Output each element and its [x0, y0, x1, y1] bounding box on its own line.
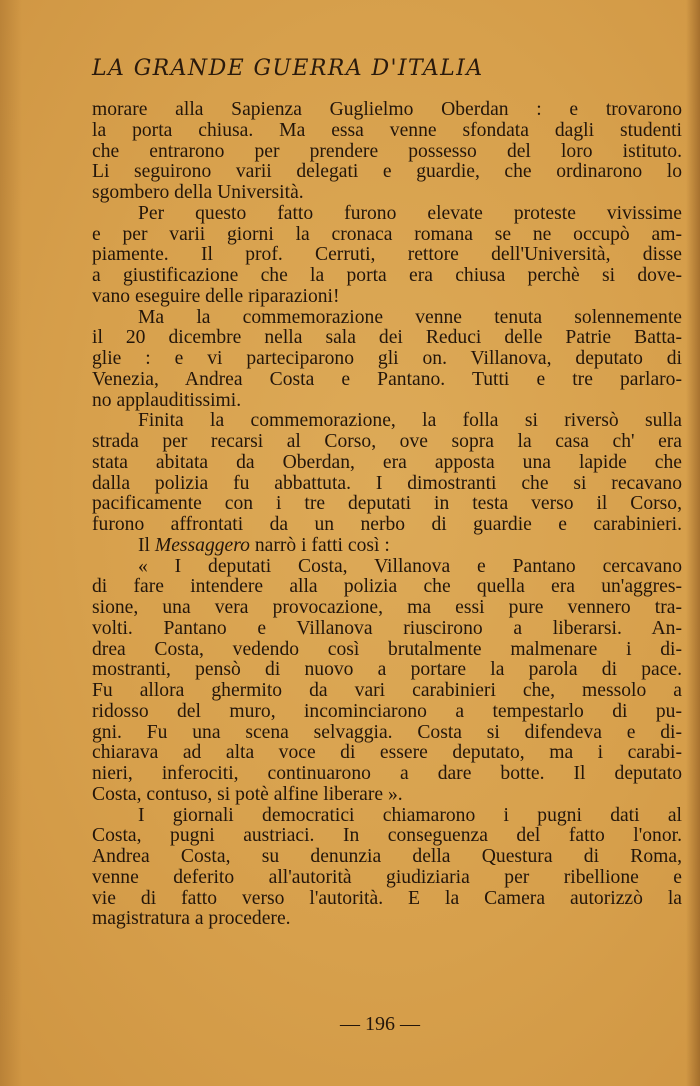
text-line: Finita la commemorazione, la folla si riversò sulla — [138, 411, 682, 432]
text-line: vie di fatto verso l'autorità. E la Camera autorizzò la — [92, 888, 682, 909]
text-line: Ma la commemorazione venne tenuta solennemente — [138, 307, 682, 328]
text-line: sgombero della Università. — [92, 183, 304, 203]
text-line: mostranti, pensò di nuovo a portare la parola di pace. — [92, 660, 682, 681]
text-line: venne deferito all'autorità giudiziaria per ribellione e — [92, 867, 682, 888]
text-line: glie : e vi parteciparono gli on. Villanova, deputato di — [92, 349, 682, 369]
newspaper-title: Messaggero — [154, 535, 250, 556]
text-line: che entrarono per prendere possesso del loro istituto. — [92, 141, 682, 162]
text-line: dalla polizia fu abbattuta. I dimostranti che si recavano — [92, 473, 682, 494]
text-fragment: narrò i fatti così : — [249, 535, 390, 556]
text-line: pacificamente con i tre deputati in testa verso il Corso, — [92, 494, 682, 515]
text-line: ridosso del muro, incominciarono a tempestarlo di pu- — [92, 701, 682, 722]
text-line: vano eseguire delle riparazioni! — [92, 286, 340, 307]
text-line: drea Costa, vedendo così brutalmente malmenare i di- — [92, 639, 682, 660]
text-line: Li seguirono varii delegati e guardie, che ordinarono lo — [92, 162, 682, 183]
text-line: il 20 dicembre nella sala dei Reduci delle Patrie Batta- — [92, 328, 682, 349]
text-line: Costa, pugni austriaci. In conseguenza del fatto l'onor. — [92, 826, 682, 847]
text-line: nieri, inferociti, continuarono a dare botte. Il deputato — [92, 764, 682, 784]
text-line: no applauditissimi. — [92, 390, 242, 411]
text-line: morare alla Sapienza Guglielmo Oberdan : e trovarono — [92, 100, 682, 120]
text-line: piamente. Il prof. Cerruti, rettore dell'Università, disse — [92, 245, 682, 266]
text-line: « I deputati Costa, Villanova e Pantano cercavano — [138, 556, 682, 577]
text-line: chiarava ad alta voce di essere deputato, ma i carabi- — [92, 743, 682, 764]
text-line: sione, una vera provocazione, ma essi pure vennero tra- — [92, 598, 682, 618]
page-number: — 196 — — [340, 1013, 420, 1035]
text-line: strada per recarsi al Corso, ove sopra la casa ch' era — [92, 432, 682, 452]
body-text — [92, 100, 682, 930]
text-line: Fu allora ghermito da vari carabinieri che, messolo a — [92, 681, 682, 701]
text-line: stata abitata da Oberdan, era apposta una lapide che — [92, 452, 682, 473]
running-head: LA GRANDE GUERRA D'ITALIA — [92, 56, 484, 81]
text-fragment: Il — [138, 535, 155, 556]
text-line: e per varii giorni la cronaca romana se ne occupò am- — [92, 224, 682, 245]
text-line — [92, 536, 682, 557]
text-line: di fare intendere alla polizia che quella era un'aggres- — [92, 577, 682, 598]
text-line: volti. Pantano e Villanova riuscirono a liberarsi. An- — [92, 618, 682, 639]
text-line: Costa, contuso, si potè alfine liberare ». — [92, 784, 403, 805]
text-line: Per questo fatto furono elevate proteste vivissime — [138, 203, 682, 224]
text-line: a giustificazione che la porta era chiusa perchè si dove- — [92, 266, 682, 286]
text-line: gni. Fu una scena selvaggia. Costa si difendeva e di- — [92, 722, 682, 743]
text-line: la porta chiusa. Ma essa venne sfondata dagli studenti — [92, 120, 682, 141]
text-line: I giornali democratici chiamarono i pugni dati al — [138, 805, 682, 826]
text-line: magistratura a procedere. — [92, 909, 291, 930]
text-line: Andrea Costa, su denunzia della Questura di Roma, — [92, 847, 682, 867]
text-line: Venezia, Andrea Costa e Pantano. Tutti e tre parlaro- — [92, 369, 682, 390]
text-line: furono affrontati da un nerbo di guardie e carabinieri. — [92, 515, 682, 535]
